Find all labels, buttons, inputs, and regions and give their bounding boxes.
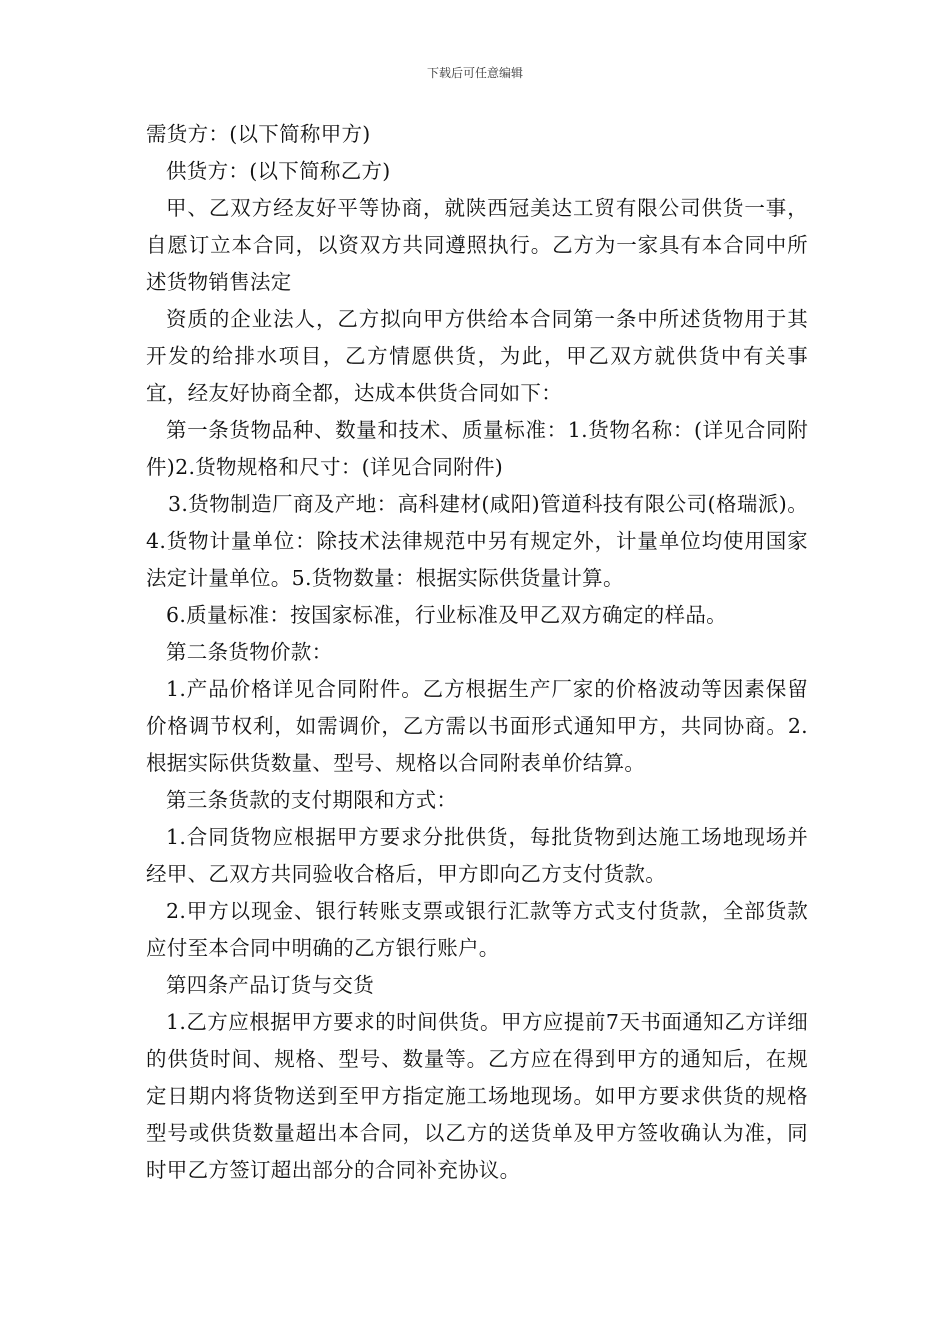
paragraph-article-3-item-2: 2.甲方以现金、银行转账支票或银行汇款等方式支付货款，全部货款应付至本合同中明确的乙方银行账户。 [146, 899, 808, 960]
contract-body [146, 116, 808, 1189]
paragraph-article-2-title: 第二条货物价款： [166, 640, 333, 664]
paragraph-article-1-items: 3.货物制造厂商及产地：高科建材(咸阳)管道科技有限公司(格瑞派)。4.货物计量单位：除技术法律规范中另有规定外，计量单位均使用国家法定计量单位。5.货物数量：根据实际供货量计算。 [146, 492, 808, 590]
paragraph-qualification: 资质的企业法人，乙方拟向甲方供给本合同第一条中所述货物用于其开发的给排水项目，乙方情愿供货，为此，甲乙双方就供货中有关事宜，经友好协商全都，达成本供货合同如下： [146, 307, 808, 405]
paragraph-buyer: 需货方：(以下简称甲方) [146, 122, 371, 146]
paragraph-seller: 供货方：(以下简称乙方) [166, 159, 391, 183]
paragraph-quality-standard: 6.质量标准：按国家标准，行业标准及甲乙双方确定的样品。 [166, 603, 727, 627]
paragraph-article-3-title: 第三条货款的支付期限和方式： [166, 788, 458, 812]
paragraph-article-3-item-1: 1.合同货物应根据甲方要求分批供货，每批货物到达施工场地现场并经甲、乙双方共同验收合格后，甲方即向乙方支付货款。 [146, 825, 808, 886]
header-note: 下载后可任意编辑 [426, 66, 523, 80]
paragraph-article-4-title: 第四条产品订货与交货 [166, 973, 374, 997]
paragraph-article-2-items: 1.产品价格详见合同附件。乙方根据生产厂家的价格波动等因素保留价格调节权利，如需调价，乙方需以书面形式通知甲方，共同协商。2.根据实际供货数量、型号、规格以合同附表单价结算。 [146, 677, 808, 775]
paragraph-article-1: 第一条货物品种、数量和技术、质量标准：1.货物名称：(详见合同附件)2.货物规格和尺寸：(详见合同附件) [146, 418, 808, 479]
paragraph-intro: 甲、乙双方经友好平等协商，就陕西冠美达工贸有限公司供货一事，自愿订立本合同，以资双方共同遵照执行。乙方为一家具有本合同中所述货物销售法定 [146, 196, 808, 294]
paragraph-article-4-item-1: 1.乙方应根据甲方要求的时间供货。甲方应提前7天书面通知乙方详细的供货时间、规格、型号、数量等。乙方应在得到甲方的通知后，在规定日期内将货物送到至甲方指定施工场地现场。如甲方要求供货的规格型号或供货数量超出本合同，以乙方的送货单及甲方签收确认为准，同时甲乙方签订超出部分的合同补充协议。 [146, 1010, 808, 1182]
